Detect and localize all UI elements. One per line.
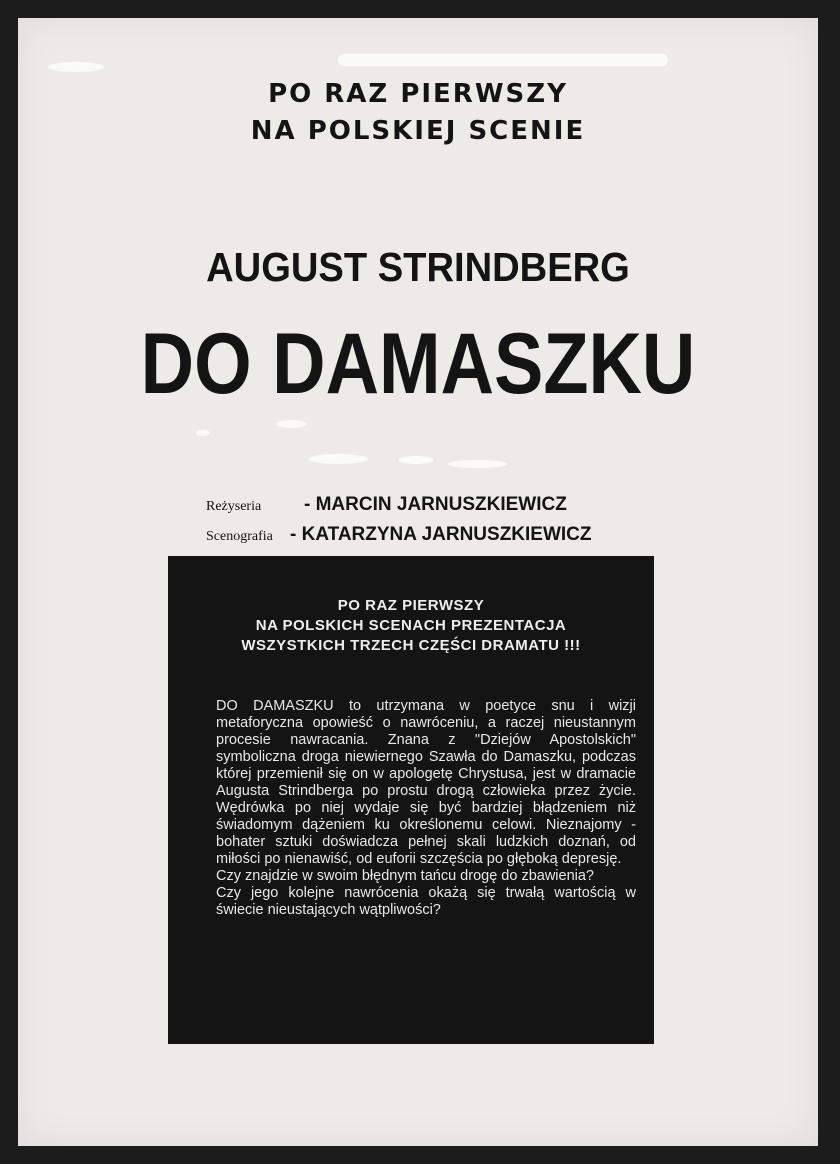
paper-wear-mark — [48, 62, 104, 72]
credit-role: Scenografia — [206, 529, 273, 544]
headline-line: PO RAZ PIERWSZY — [268, 79, 568, 109]
paper-wear-mark — [338, 54, 668, 66]
description-question: Czy jego kolejne nawrócenia okażą się trwałą wartością w świecie nieustających wątpliwości? — [216, 885, 636, 918]
credits — [206, 494, 592, 554]
paper-wear-mark — [308, 454, 368, 464]
headline — [18, 76, 818, 150]
description-question: Czy znajdzie w swoim błędnym tańcu drogę do zbawienia? — [216, 868, 594, 884]
description-panel — [168, 556, 654, 1044]
panel-heading — [168, 596, 654, 656]
panel-body — [216, 698, 636, 919]
credit-name: - MARCIN JARNUSZKIEWICZ — [304, 494, 567, 515]
play-title: DO DAMASZKU — [140, 316, 696, 412]
paper-wear-mark — [196, 430, 210, 436]
credit-role: Reżyseria — [206, 499, 262, 514]
author-name: AUGUST STRINDBERG — [206, 244, 630, 290]
credit-row-director — [206, 494, 592, 524]
paper-wear-mark — [398, 456, 434, 464]
description-paragraph: DO DAMASZKU to utrzymana w poetyce snu i wizji metaforyczna opowieść o nawróceniu, a raczej nieustannym procesie nawracania. Znana z "Dziejów Apostolskich" symboliczna droga niewiernego Szawła do Damaszku, podczas której przemienił się on w apologetę Chrystusa, jest w dramacie Augusta Strindberga po prostu drogą człowieka przez życie. Wędrówka po niej wydaje się być bardziej błądzeniem niż świadomym dążeniem ku określonemu celowi. Nieznajomy - bohater sztuki doświadcza pełnej skali ludzkich doznań, od miłości po nienawiść, od euforii szczęścia po głęboką depresję. — [216, 698, 636, 867]
paper-wear-mark — [276, 420, 306, 428]
poster-sheet — [18, 18, 818, 1146]
credit-name: - KATARZYNA JARNUSZKIEWICZ — [290, 524, 592, 545]
credit-row-set-design — [206, 524, 592, 554]
paper-wear-mark — [448, 460, 508, 468]
headline-line: NA POLSKIEJ SCENIE — [250, 116, 586, 146]
panel-heading-line: NA POLSKICH SCENACH PREZENTACJA — [255, 617, 567, 634]
panel-heading-line: WSZYSTKICH TRZECH CZĘŚCI DRAMATU !!! — [241, 637, 581, 654]
panel-heading-line: PO RAZ PIERWSZY — [337, 597, 485, 614]
